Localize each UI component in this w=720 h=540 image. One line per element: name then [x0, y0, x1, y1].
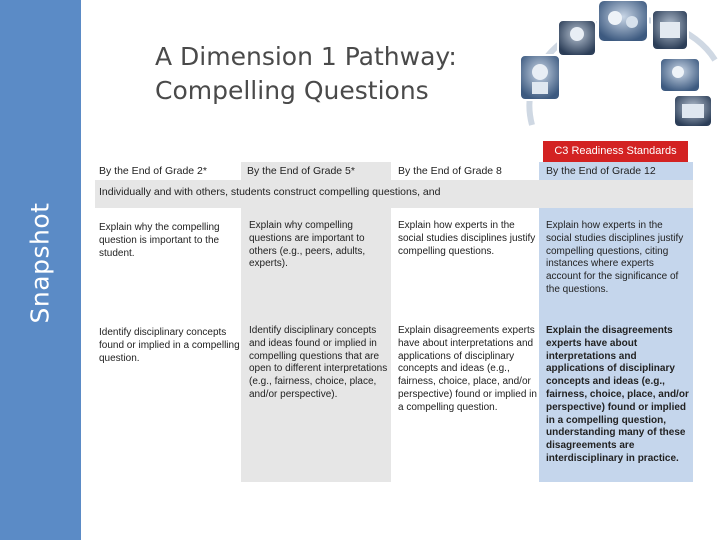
grade-2-column: [95, 162, 241, 482]
grade-5-column: [241, 162, 391, 482]
sidebar-label: Snapshot: [25, 202, 55, 323]
grade-8-column: [391, 162, 539, 482]
row-2-grade-5-cell: Identify disciplinary concepts and ideas found or implied in compelling questions that are open to different interpretations (e.g., fairness, choice, place, and/or perspective).: [249, 325, 388, 400]
row-1-grade-8-cell: Explain how experts in the social studies disciplines justify compelling questions.: [398, 220, 536, 257]
standards-table: [95, 162, 693, 482]
column-header-grade-8: By the End of Grade 8: [398, 165, 502, 177]
sidebar: [0, 0, 81, 540]
sidebar-label-box: [20, 175, 60, 350]
title-line-2: Compelling Questions: [155, 76, 429, 105]
title-line-1: A Dimension 1 Pathway:: [155, 42, 457, 71]
photo-collage-image: [510, 0, 720, 135]
intro-row: [95, 180, 693, 208]
row-1-grade-5-cell: Explain why compelling questions are important to others (e.g., peers, adults, experts).: [249, 220, 366, 270]
column-header-grade-2: By the End of Grade 2*: [99, 165, 207, 177]
row-2-grade-2-cell: Identify disciplinary concepts found or implied in a compelling question.: [99, 327, 240, 364]
column-header-grade-5: By the End of Grade 5*: [247, 165, 355, 177]
readiness-standards-badge: C3 Readiness Standards: [543, 141, 688, 162]
row-1-grade-2-cell: Explain why the compelling question is important to the student.: [99, 222, 220, 259]
row-2-grade-8-cell: Explain disagreements experts have about interpretations and applications of disciplinary concepts and ideas (e.g., fairness, choice, place, and/or perspective) found or implied in a compelling question.: [398, 325, 537, 413]
row-1-grade-12-cell: Explain how experts in the social studies disciplines justify compelling questions, citing instances where experts account for the significance of the questions.: [546, 220, 684, 295]
page-title: [155, 40, 515, 108]
intro-text: Individually and with others, students construct compelling questions, and: [99, 186, 441, 198]
row-2-grade-12-cell: Explain the disagreements experts have about interpretations and applications of disciplinary concepts and ideas (e.g., fairness, choice, place, and/or perspective) found or implied in a compelling question, understanding many of these disagreements are interdisciplinary in practice.: [546, 325, 689, 464]
column-header-grade-12: By the End of Grade 12: [546, 165, 656, 177]
